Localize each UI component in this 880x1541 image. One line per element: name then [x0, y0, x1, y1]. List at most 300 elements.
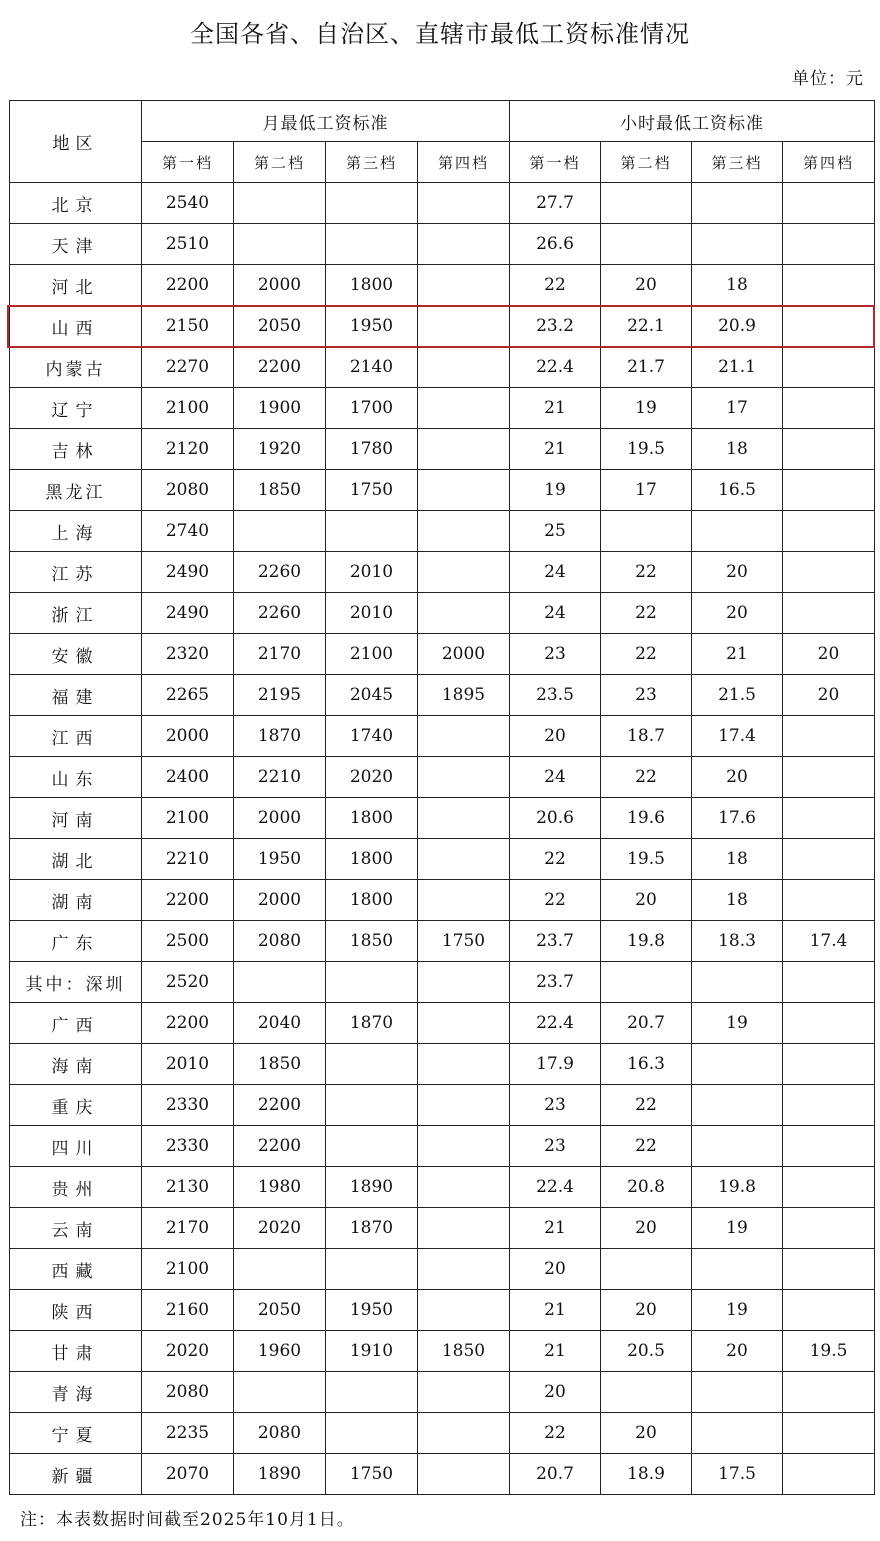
hourly-wage-cell	[783, 1167, 875, 1208]
monthly-wage-cell	[234, 1372, 326, 1413]
monthly-wage-cell: 1950	[326, 306, 418, 347]
monthly-wage-cell: 2260	[234, 552, 326, 593]
monthly-wage-cell: 1850	[326, 921, 418, 962]
hourly-wage-cell: 17	[692, 388, 783, 429]
hourly-wage-cell	[783, 1413, 875, 1454]
monthly-wage-cell: 2160	[142, 1290, 234, 1331]
hourly-wage-cell: 21	[510, 1331, 601, 1372]
hourly-wage-cell	[692, 1085, 783, 1126]
hourly-wage-cell: 17.5	[692, 1454, 783, 1495]
hourly-wage-cell: 23	[510, 1126, 601, 1167]
table-row	[10, 1126, 875, 1167]
monthly-wage-cell	[418, 1249, 510, 1290]
hourly-wage-cell: 24	[510, 552, 601, 593]
monthly-wage-cell: 2000	[234, 880, 326, 921]
monthly-wage-cell: 1750	[326, 1454, 418, 1495]
region-cell: 重庆	[10, 1085, 142, 1126]
hourly-group-header: 小时最低工资标准	[510, 101, 875, 142]
region-cell: 四川	[10, 1126, 142, 1167]
hourly-wage-cell: 19.5	[601, 429, 692, 470]
hourly-wage-cell: 22	[510, 1413, 601, 1454]
hourly-wage-cell	[601, 183, 692, 224]
hourly-wage-cell: 19	[601, 388, 692, 429]
monthly-wage-cell: 2200	[142, 1003, 234, 1044]
monthly-wage-cell: 2045	[326, 675, 418, 716]
monthly-wage-cell: 2120	[142, 429, 234, 470]
monthly-wage-cell	[234, 224, 326, 265]
monthly-wage-cell: 1850	[234, 470, 326, 511]
hourly-tier-2-header: 第二档	[601, 142, 692, 183]
monthly-wage-cell: 1800	[326, 798, 418, 839]
monthly-wage-cell: 1800	[326, 265, 418, 306]
monthly-wage-cell	[418, 183, 510, 224]
table-row	[10, 388, 875, 429]
monthly-wage-cell: 1800	[326, 880, 418, 921]
region-cell: 吉林	[10, 429, 142, 470]
hourly-wage-cell: 22	[601, 1085, 692, 1126]
table-row	[10, 224, 875, 265]
table-row	[10, 1372, 875, 1413]
monthly-wage-cell	[418, 798, 510, 839]
table-row	[10, 306, 875, 347]
hourly-wage-cell: 22.1	[601, 306, 692, 347]
monthly-wage-cell: 1850	[234, 1044, 326, 1085]
region-column-header: 地区	[10, 101, 142, 183]
hourly-wage-cell	[783, 1208, 875, 1249]
monthly-wage-cell: 1750	[418, 921, 510, 962]
monthly-wage-cell	[418, 470, 510, 511]
monthly-wage-cell: 2040	[234, 1003, 326, 1044]
hourly-wage-cell: 17.4	[692, 716, 783, 757]
table-row	[10, 1003, 875, 1044]
hourly-wage-cell: 21.5	[692, 675, 783, 716]
hourly-wage-cell: 19.6	[601, 798, 692, 839]
monthly-wage-cell: 2490	[142, 552, 234, 593]
region-cell: 宁夏	[10, 1413, 142, 1454]
hourly-wage-cell: 22	[510, 839, 601, 880]
hourly-wage-cell: 23.7	[510, 921, 601, 962]
monthly-wage-cell	[418, 1003, 510, 1044]
hourly-wage-cell: 22	[510, 265, 601, 306]
hourly-wage-cell	[783, 798, 875, 839]
hourly-wage-cell: 19	[692, 1003, 783, 1044]
hourly-wage-cell: 20.5	[601, 1331, 692, 1372]
hourly-wage-cell: 20	[692, 757, 783, 798]
hourly-wage-cell: 16.5	[692, 470, 783, 511]
hourly-wage-cell: 18	[692, 429, 783, 470]
monthly-wage-cell: 2200	[142, 880, 234, 921]
hourly-tier-3-header: 第三档	[692, 142, 783, 183]
monthly-wage-cell: 2740	[142, 511, 234, 552]
hourly-wage-cell	[601, 962, 692, 1003]
monthly-wage-cell: 2010	[326, 593, 418, 634]
monthly-wage-cell: 1920	[234, 429, 326, 470]
monthly-wage-cell: 2500	[142, 921, 234, 962]
table-row	[10, 1085, 875, 1126]
monthly-wage-cell	[418, 1454, 510, 1495]
monthly-wage-cell	[418, 1208, 510, 1249]
hourly-wage-cell: 22	[601, 757, 692, 798]
monthly-wage-cell: 2210	[234, 757, 326, 798]
monthly-wage-cell: 1870	[326, 1003, 418, 1044]
monthly-wage-cell: 2000	[142, 716, 234, 757]
hourly-wage-cell: 20.6	[510, 798, 601, 839]
monthly-wage-cell: 2210	[142, 839, 234, 880]
hourly-wage-cell: 17	[601, 470, 692, 511]
hourly-wage-cell: 23.5	[510, 675, 601, 716]
table-row	[10, 675, 875, 716]
monthly-wage-cell	[234, 511, 326, 552]
hourly-wage-cell	[783, 1249, 875, 1290]
hourly-wage-cell: 22.4	[510, 1167, 601, 1208]
hourly-wage-cell	[783, 839, 875, 880]
monthly-wage-cell: 2200	[234, 1085, 326, 1126]
monthly-wage-cell	[418, 511, 510, 552]
hourly-wage-cell: 19	[692, 1290, 783, 1331]
monthly-wage-cell: 2080	[142, 1372, 234, 1413]
region-cell: 湖南	[10, 880, 142, 921]
monthly-wage-cell: 1960	[234, 1331, 326, 1372]
hourly-wage-cell: 21	[510, 388, 601, 429]
monthly-wage-cell: 1980	[234, 1167, 326, 1208]
hourly-wage-cell: 23.2	[510, 306, 601, 347]
table-row	[10, 634, 875, 675]
monthly-wage-cell: 2010	[326, 552, 418, 593]
hourly-wage-cell	[783, 962, 875, 1003]
hourly-wage-cell	[692, 962, 783, 1003]
monthly-wage-cell: 2330	[142, 1085, 234, 1126]
hourly-wage-cell	[783, 1454, 875, 1495]
unit-label: 单位：元	[792, 69, 864, 89]
hourly-wage-cell: 20	[692, 593, 783, 634]
monthly-tier-4-header: 第四档	[418, 142, 510, 183]
hourly-wage-cell	[783, 429, 875, 470]
hourly-wage-cell	[601, 511, 692, 552]
hourly-wage-cell: 20.8	[601, 1167, 692, 1208]
monthly-wage-cell: 1780	[326, 429, 418, 470]
monthly-wage-cell	[418, 839, 510, 880]
hourly-wage-cell: 20	[601, 1290, 692, 1331]
region-cell: 内蒙古	[10, 347, 142, 388]
table-row	[10, 1249, 875, 1290]
hourly-wage-cell: 20	[601, 1413, 692, 1454]
hourly-wage-cell: 22	[510, 880, 601, 921]
hourly-wage-cell: 20.9	[692, 306, 783, 347]
hourly-wage-cell: 19	[510, 470, 601, 511]
monthly-wage-cell: 2050	[234, 306, 326, 347]
hourly-wage-cell: 20.7	[601, 1003, 692, 1044]
monthly-wage-cell	[418, 593, 510, 634]
monthly-wage-cell: 2020	[234, 1208, 326, 1249]
table-row	[10, 265, 875, 306]
monthly-wage-cell: 2200	[234, 347, 326, 388]
monthly-wage-cell	[418, 1044, 510, 1085]
monthly-tier-2-header: 第二档	[234, 142, 326, 183]
hourly-wage-cell: 21.7	[601, 347, 692, 388]
hourly-wage-cell: 23	[510, 634, 601, 675]
monthly-wage-cell: 1700	[326, 388, 418, 429]
monthly-tier-1-header: 第一档	[142, 142, 234, 183]
monthly-wage-cell	[418, 716, 510, 757]
page-title: 全国各省、自治区、直辖市最低工资标准情况	[190, 20, 690, 48]
hourly-wage-cell: 27.7	[510, 183, 601, 224]
monthly-wage-cell: 2330	[142, 1126, 234, 1167]
hourly-wage-cell	[692, 183, 783, 224]
region-cell: 青海	[10, 1372, 142, 1413]
hourly-wage-cell: 18.3	[692, 921, 783, 962]
monthly-wage-cell	[418, 552, 510, 593]
hourly-wage-cell: 21.1	[692, 347, 783, 388]
hourly-wage-cell	[783, 183, 875, 224]
region-cell: 贵州	[10, 1167, 142, 1208]
monthly-wage-cell: 2200	[142, 265, 234, 306]
monthly-wage-cell	[234, 1249, 326, 1290]
hourly-wage-cell	[601, 1249, 692, 1290]
monthly-wage-cell: 2020	[142, 1331, 234, 1372]
hourly-wage-cell: 17.6	[692, 798, 783, 839]
hourly-wage-cell: 22.4	[510, 1003, 601, 1044]
hourly-wage-cell: 22	[601, 634, 692, 675]
hourly-wage-cell: 21	[510, 1208, 601, 1249]
hourly-wage-cell	[783, 1003, 875, 1044]
monthly-wage-cell: 1895	[418, 675, 510, 716]
hourly-wage-cell: 23	[510, 1085, 601, 1126]
hourly-wage-cell: 17.9	[510, 1044, 601, 1085]
monthly-wage-cell: 2100	[142, 798, 234, 839]
monthly-wage-cell: 2510	[142, 224, 234, 265]
region-cell: 山西	[10, 306, 142, 347]
table-row	[10, 757, 875, 798]
hourly-wage-cell: 17.4	[783, 921, 875, 962]
hourly-wage-cell	[692, 1126, 783, 1167]
hourly-wage-cell	[692, 224, 783, 265]
region-cell: 西藏	[10, 1249, 142, 1290]
monthly-wage-cell: 1950	[234, 839, 326, 880]
monthly-wage-cell: 1910	[326, 1331, 418, 1372]
monthly-wage-cell	[418, 962, 510, 1003]
monthly-wage-cell: 2235	[142, 1413, 234, 1454]
hourly-wage-cell: 21	[510, 429, 601, 470]
hourly-wage-cell	[783, 1044, 875, 1085]
hourly-wage-cell	[783, 593, 875, 634]
monthly-wage-cell: 1750	[326, 470, 418, 511]
table-row	[10, 880, 875, 921]
hourly-wage-cell: 22	[601, 593, 692, 634]
monthly-wage-cell	[326, 1044, 418, 1085]
region-cell: 河北	[10, 265, 142, 306]
hourly-wage-cell: 24	[510, 757, 601, 798]
monthly-wage-cell	[326, 1085, 418, 1126]
hourly-wage-cell: 20	[692, 1331, 783, 1372]
footnote: 注：本表数据时间截至2025年10月1日。	[20, 1510, 355, 1530]
minimum-wage-table	[9, 100, 875, 1495]
hourly-wage-cell: 19.8	[601, 921, 692, 962]
hourly-wage-cell: 19.5	[783, 1331, 875, 1372]
monthly-group-header: 月最低工资标准	[142, 101, 510, 142]
monthly-wage-cell: 2270	[142, 347, 234, 388]
hourly-wage-cell: 20	[692, 552, 783, 593]
hourly-wage-cell	[783, 306, 875, 347]
monthly-wage-cell	[234, 962, 326, 1003]
hourly-wage-cell: 20	[783, 675, 875, 716]
hourly-wage-cell: 20	[601, 880, 692, 921]
hourly-wage-cell: 26.6	[510, 224, 601, 265]
region-cell: 广东	[10, 921, 142, 962]
hourly-wage-cell: 20	[510, 1249, 601, 1290]
region-cell: 其中：深圳	[10, 962, 142, 1003]
monthly-wage-cell: 1890	[326, 1167, 418, 1208]
monthly-tier-3-header: 第三档	[326, 142, 418, 183]
monthly-wage-cell	[234, 183, 326, 224]
monthly-wage-cell: 2200	[234, 1126, 326, 1167]
monthly-wage-cell: 2320	[142, 634, 234, 675]
hourly-wage-cell	[601, 1372, 692, 1413]
monthly-wage-cell: 2020	[326, 757, 418, 798]
monthly-wage-cell	[418, 265, 510, 306]
monthly-wage-cell: 2170	[142, 1208, 234, 1249]
region-cell: 新疆	[10, 1454, 142, 1495]
hourly-wage-cell: 21	[692, 634, 783, 675]
hourly-wage-cell: 18.9	[601, 1454, 692, 1495]
hourly-wage-cell	[692, 511, 783, 552]
hourly-wage-cell	[783, 1126, 875, 1167]
monthly-wage-cell: 1740	[326, 716, 418, 757]
monthly-wage-cell	[326, 1413, 418, 1454]
hourly-wage-cell: 23.7	[510, 962, 601, 1003]
monthly-wage-cell: 2100	[142, 388, 234, 429]
hourly-wage-cell	[783, 388, 875, 429]
hourly-wage-cell: 18	[692, 265, 783, 306]
table-row	[10, 1290, 875, 1331]
hourly-wage-cell	[783, 1085, 875, 1126]
region-cell: 安徽	[10, 634, 142, 675]
region-cell: 江苏	[10, 552, 142, 593]
monthly-wage-cell	[326, 1126, 418, 1167]
monthly-wage-cell: 2010	[142, 1044, 234, 1085]
table-row	[10, 347, 875, 388]
monthly-wage-cell: 2195	[234, 675, 326, 716]
hourly-wage-cell	[692, 1249, 783, 1290]
hourly-wage-cell: 23	[601, 675, 692, 716]
monthly-wage-cell: 1800	[326, 839, 418, 880]
monthly-wage-cell	[418, 306, 510, 347]
hourly-wage-cell: 20	[510, 1372, 601, 1413]
hourly-wage-cell: 25	[510, 511, 601, 552]
monthly-wage-cell: 2140	[326, 347, 418, 388]
table-row	[10, 552, 875, 593]
table-row	[10, 1331, 875, 1372]
region-cell: 云南	[10, 1208, 142, 1249]
table-row	[10, 1413, 875, 1454]
monthly-wage-cell: 1870	[326, 1208, 418, 1249]
region-cell: 黑龙江	[10, 470, 142, 511]
table-row	[10, 1208, 875, 1249]
hourly-wage-cell: 20	[783, 634, 875, 675]
table-row	[10, 1044, 875, 1085]
hourly-wage-cell: 19.5	[601, 839, 692, 880]
monthly-wage-cell: 2080	[234, 1413, 326, 1454]
hourly-wage-cell	[783, 880, 875, 921]
region-cell: 福建	[10, 675, 142, 716]
hourly-wage-cell	[601, 224, 692, 265]
monthly-wage-cell: 2490	[142, 593, 234, 634]
table-row	[10, 429, 875, 470]
monthly-wage-cell: 2000	[234, 798, 326, 839]
hourly-wage-cell: 19.8	[692, 1167, 783, 1208]
monthly-wage-cell: 1890	[234, 1454, 326, 1495]
hourly-wage-cell	[783, 757, 875, 798]
monthly-wage-cell	[418, 429, 510, 470]
hourly-wage-cell	[783, 1372, 875, 1413]
region-cell: 甘肃	[10, 1331, 142, 1372]
table-row	[10, 593, 875, 634]
monthly-wage-cell: 2540	[142, 183, 234, 224]
monthly-wage-cell	[418, 1372, 510, 1413]
monthly-wage-cell: 2400	[142, 757, 234, 798]
hourly-wage-cell	[783, 511, 875, 552]
hourly-wage-cell	[783, 552, 875, 593]
hourly-wage-cell	[692, 1413, 783, 1454]
monthly-wage-cell: 2000	[418, 634, 510, 675]
table-row	[10, 183, 875, 224]
region-cell: 湖北	[10, 839, 142, 880]
region-cell: 天津	[10, 224, 142, 265]
monthly-wage-cell	[326, 1372, 418, 1413]
monthly-wage-cell: 2150	[142, 306, 234, 347]
hourly-wage-cell: 20.7	[510, 1454, 601, 1495]
hourly-tier-4-header: 第四档	[783, 142, 875, 183]
monthly-wage-cell: 1900	[234, 388, 326, 429]
monthly-wage-cell: 2265	[142, 675, 234, 716]
table-row	[10, 798, 875, 839]
monthly-wage-cell: 1870	[234, 716, 326, 757]
monthly-wage-cell	[418, 880, 510, 921]
hourly-wage-cell: 20	[510, 716, 601, 757]
hourly-wage-cell: 18	[692, 839, 783, 880]
monthly-wage-cell: 2130	[142, 1167, 234, 1208]
monthly-wage-cell	[418, 347, 510, 388]
hourly-wage-cell	[783, 265, 875, 306]
hourly-wage-cell: 22.4	[510, 347, 601, 388]
region-cell: 浙江	[10, 593, 142, 634]
monthly-wage-cell	[326, 511, 418, 552]
table-row	[10, 1454, 875, 1495]
monthly-wage-cell: 2070	[142, 1454, 234, 1495]
table-row	[10, 839, 875, 880]
monthly-wage-cell	[418, 1167, 510, 1208]
monthly-wage-cell	[418, 1126, 510, 1167]
hourly-wage-cell	[783, 347, 875, 388]
monthly-wage-cell	[418, 1085, 510, 1126]
monthly-wage-cell	[418, 757, 510, 798]
monthly-wage-cell: 2080	[142, 470, 234, 511]
hourly-wage-cell	[783, 716, 875, 757]
monthly-wage-cell	[326, 183, 418, 224]
hourly-wage-cell: 18.7	[601, 716, 692, 757]
monthly-wage-cell	[326, 962, 418, 1003]
table-row	[10, 470, 875, 511]
hourly-wage-cell	[783, 224, 875, 265]
monthly-wage-cell: 2520	[142, 962, 234, 1003]
hourly-wage-cell: 24	[510, 593, 601, 634]
monthly-wage-cell	[418, 224, 510, 265]
hourly-tier-1-header: 第一档	[510, 142, 601, 183]
monthly-wage-cell: 2100	[142, 1249, 234, 1290]
hourly-wage-cell: 20	[601, 1208, 692, 1249]
monthly-wage-cell: 2000	[234, 265, 326, 306]
table-row	[10, 962, 875, 1003]
monthly-wage-cell: 2050	[234, 1290, 326, 1331]
